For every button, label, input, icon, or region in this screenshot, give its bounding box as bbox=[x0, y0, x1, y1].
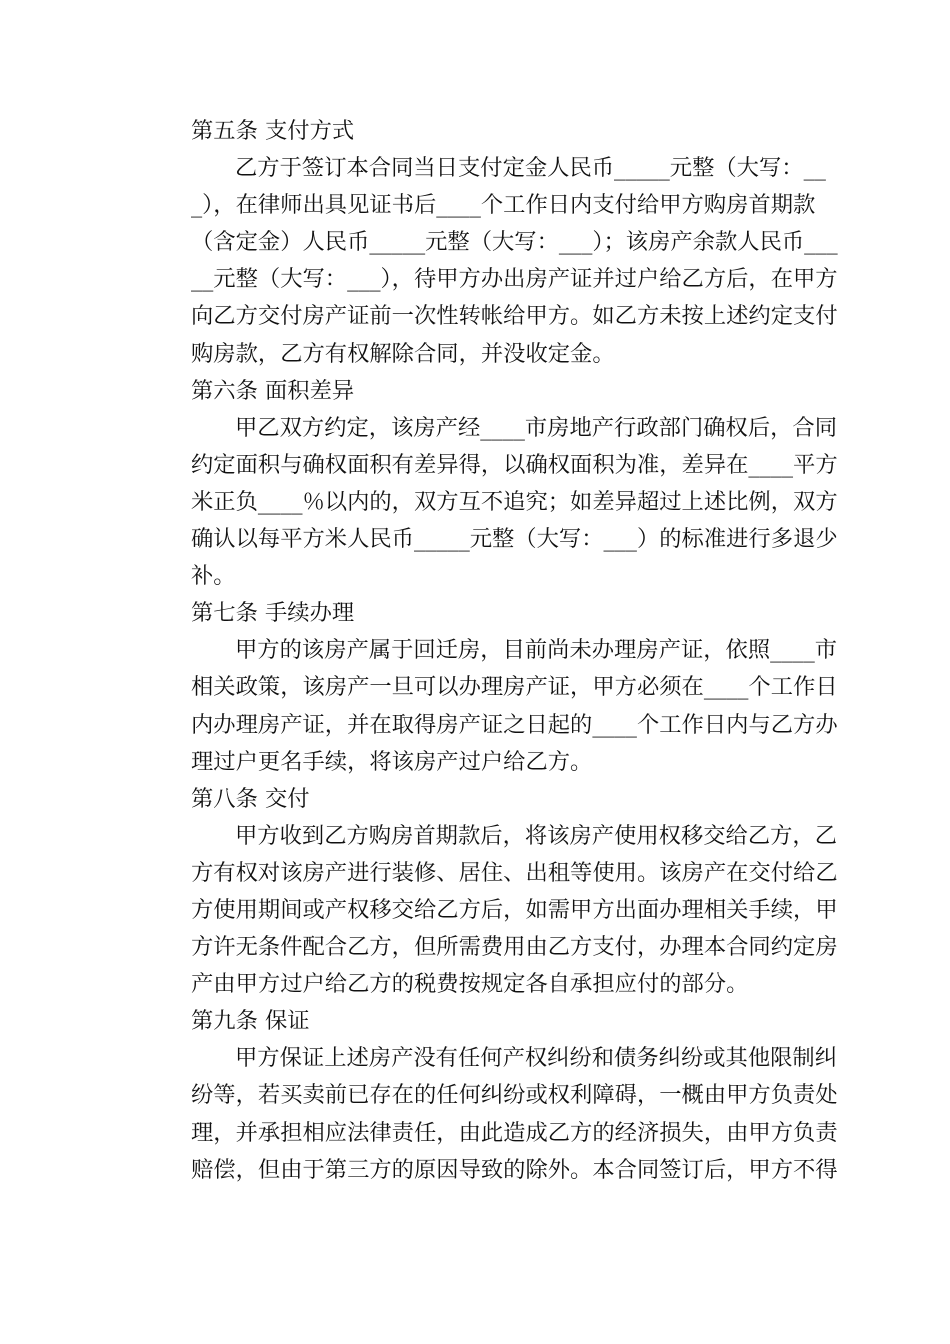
paragraph-line: 向乙方交付房产证前一次性转帐给甲方。如乙方未按上述约定支付 bbox=[191, 303, 838, 330]
article-heading: 第五条 支付方式 bbox=[191, 118, 355, 144]
paragraph-line: 甲方的该房产属于回迁房，目前尚未办理房产证，依照____市 bbox=[235, 637, 838, 664]
paragraph-line: 补。 bbox=[191, 563, 236, 590]
article-paragraph bbox=[147, 150, 838, 373]
article-paragraph bbox=[147, 818, 838, 1003]
article-heading: 第六条 面积差异 bbox=[191, 377, 355, 404]
article-heading: 第九条 保证 bbox=[191, 1008, 310, 1035]
paragraph-line: 甲方保证上述房产没有任何产权纠纷和债务纠纷或其他限制纠 bbox=[235, 1045, 838, 1072]
paragraph-line: 方使用期间或产权移交给乙方后，如需甲方出面办理相关手续，甲 bbox=[191, 896, 838, 923]
paragraph-line: 纷等，若买卖前已存在的任何纠纷或权利障碍，一概由甲方负责处 bbox=[191, 1082, 838, 1109]
paragraph-line: 方有权对该房产进行装修、居住、出租等使用。该房产在交付给乙 bbox=[191, 859, 838, 886]
paragraph-line: 约定面积与确权面积有差异得，以确权面积为准，差异在____平方 bbox=[191, 451, 838, 478]
paragraph-line: 确认以每平方米人民币_____元整（大写：___）的标准进行多退少 bbox=[191, 526, 838, 553]
paragraph-line: 内办理房产证，并在取得房产证之日起的____个工作日内与乙方办 bbox=[191, 711, 838, 738]
paragraph-line: 方许无条件配合乙方，但所需费用由乙方支付，办理本合同约定房 bbox=[191, 934, 838, 961]
article-paragraph bbox=[147, 410, 838, 595]
paragraph-line: 理，并承担相应法律责任，由此造成乙方的经济损失，由甲方负责 bbox=[191, 1119, 838, 1146]
document-body bbox=[147, 113, 838, 1189]
paragraph-line: 赔偿，但由于第三方的原因导致的除外。本合同签订后，甲方不得 bbox=[191, 1156, 838, 1183]
paragraph-line: 甲乙双方约定，该房产经____市房地产行政部门确权后，合同 bbox=[235, 414, 838, 441]
paragraph-line: 产由甲方过户给乙方的税费按规定各自承担应付的部分。 bbox=[191, 971, 749, 998]
article-paragraph bbox=[147, 1040, 838, 1188]
paragraph-line: （含定金）人民币_____元整（大写：___）；该房产余款人民币___ bbox=[191, 229, 838, 256]
paragraph-line: 米正负____％以内的，双方互不追究；如差异超过上述比例，双方 bbox=[191, 488, 838, 515]
paragraph-line: 乙方于签订本合同当日支付定金人民币_____元整（大写：__ bbox=[235, 155, 826, 182]
article-heading: 第七条 手续办理 bbox=[191, 600, 355, 627]
paragraph-line: _），在律师出具见证书后____个工作日内支付给甲方购房首期款 bbox=[191, 192, 816, 219]
paragraph-line: 甲方收到乙方购房首期款后，将该房产使用权移交给乙方，乙 bbox=[235, 822, 838, 849]
paragraph-line: 理过户更名手续，将该房产过户给乙方。 bbox=[191, 748, 593, 775]
paragraph-line: 购房款，乙方有权解除合同，并没收定金。 bbox=[191, 340, 615, 367]
paragraph-line: __元整（大写：___），待甲方办出房产证并过户给乙方后，在甲方 bbox=[191, 266, 838, 293]
paragraph-line: 相关政策，该房产一旦可以办理房产证，甲方必须在____个工作日 bbox=[191, 674, 838, 701]
article-heading: 第八条 交付 bbox=[191, 785, 310, 812]
article-paragraph bbox=[147, 632, 838, 780]
